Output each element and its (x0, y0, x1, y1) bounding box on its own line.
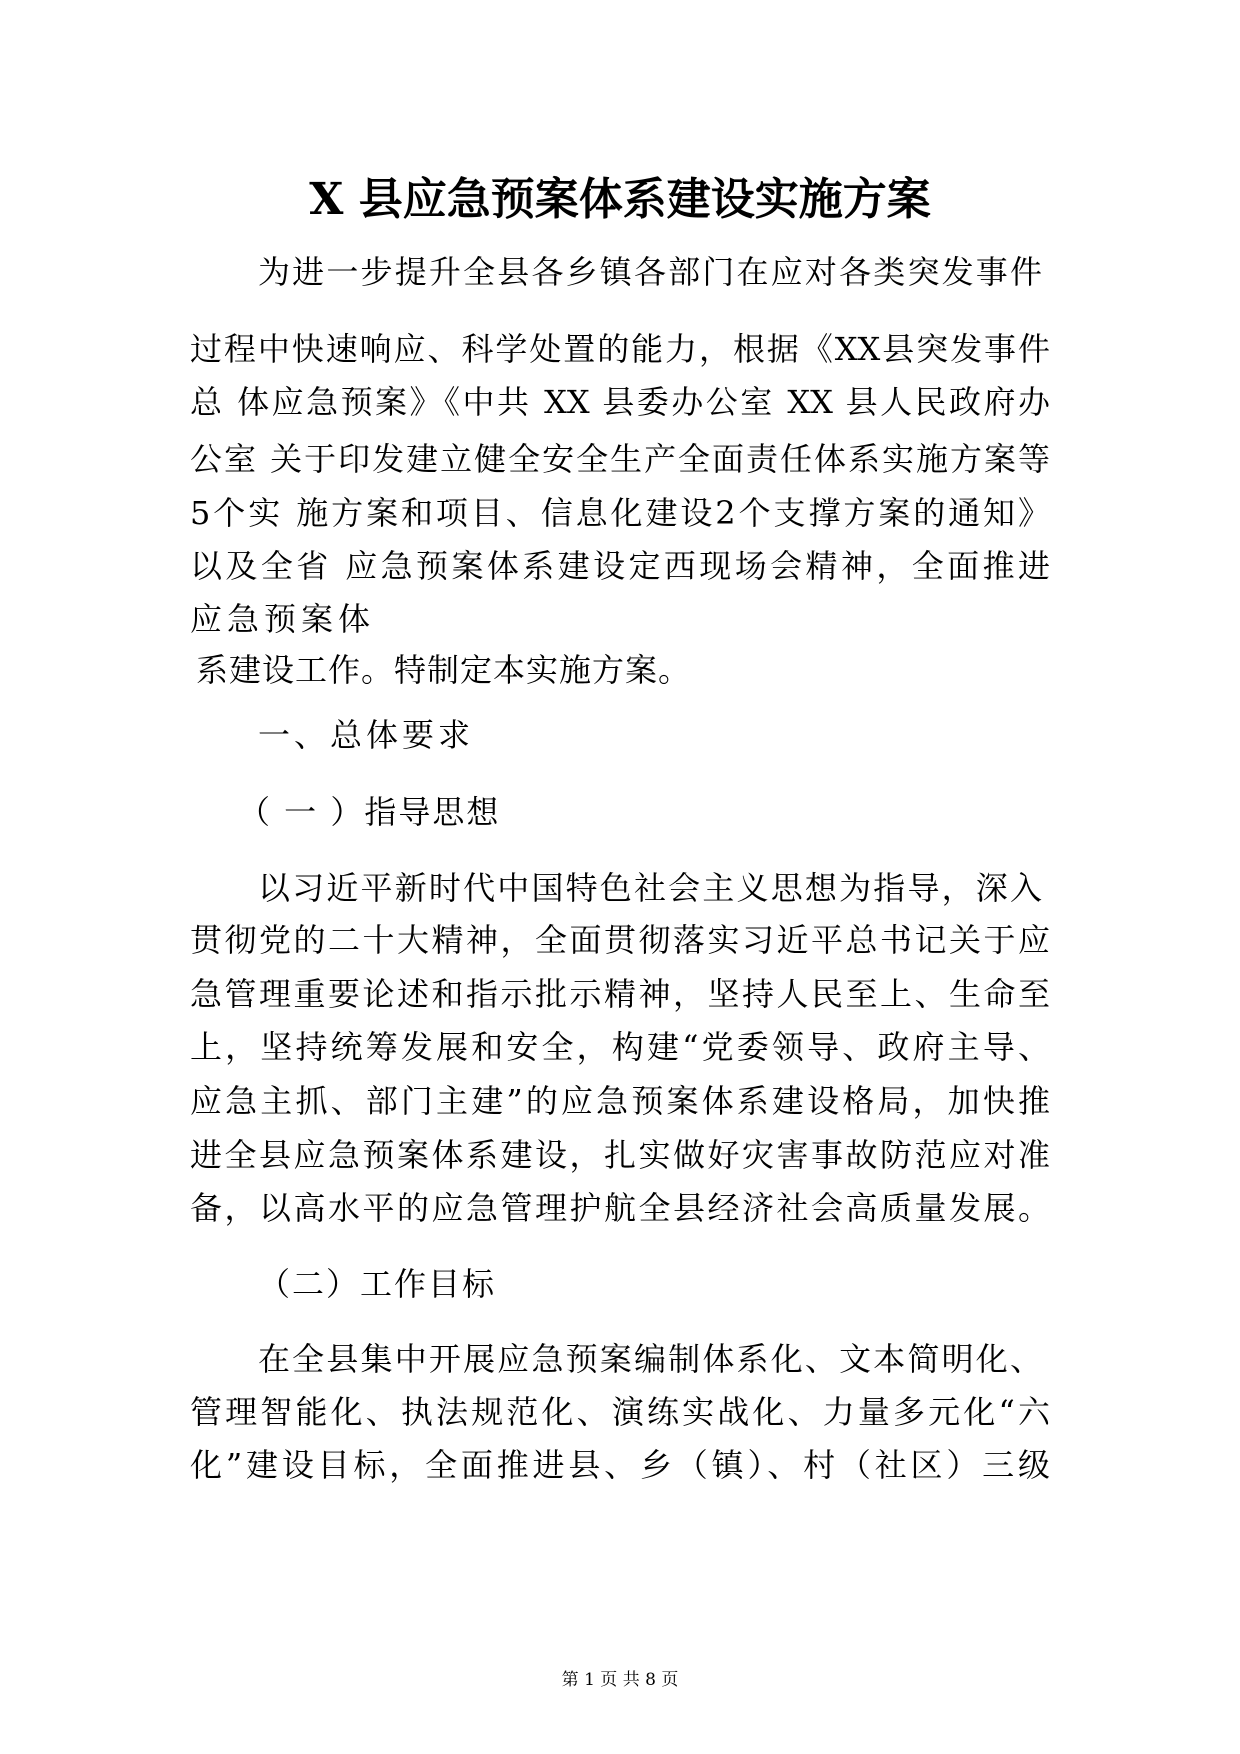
guiding-line: 备，以高水平的应急管理护航全县经济社会高质量发展。 (190, 1189, 1050, 1227)
intro-line: 公室 关于印发建立健全安全生产全面责任体系实施方案等 (190, 440, 1050, 478)
goal-line: 化”建设目标，全面推进县、乡（镇）、村（社区）三级 (190, 1446, 1050, 1484)
guiding-line: 贯彻党的二十大精神，全面贯彻落实习近平总书记关于应 (190, 921, 1050, 959)
subsection-heading: （ 一 ）指导思想 (238, 793, 501, 831)
guiding-line: 以习近平新时代中国特色社会主义思想为指导，深入 (258, 869, 1042, 907)
intro-line: 过程中快速响应、科学处置的能力，根据《XX县突发事件 (190, 330, 1050, 368)
intro-line: 系建设工作。特制定本实施方案。 (196, 651, 692, 689)
intro-line: 应急预案体 (190, 600, 376, 638)
guiding-line: 上，坚持统筹发展和安全，构建“党委领导、政府主导、 (190, 1028, 1050, 1066)
page-number-footer: 第 1 页 共 8 页 (561, 1670, 679, 1690)
document-title: X 县应急预案体系建设实施方案 (309, 174, 931, 225)
intro-line: 为进一步提升全县各乡镇各部门在应对各类突发事件 (258, 253, 1042, 291)
guiding-line: 进全县应急预案体系建设，扎实做好灾害事故防范应对准 (190, 1136, 1050, 1174)
guiding-line: 急管理重要论述和指示批示精神，坚持人民至上、生命至 (190, 975, 1050, 1013)
intro-line: 总 体应急预案》《中共 XX 县委办公室 XX 县人民政府办 (190, 383, 1050, 421)
goal-line: 管理智能化、执法规范化、演练实战化、力量多元化“六 (190, 1393, 1050, 1431)
section-heading: 一、总体要求 (258, 716, 475, 754)
subsection-heading: （二）工作目标 (258, 1265, 497, 1303)
intro-line: 以及全省 应急预案体系建设定西现场会精神，全面推进 (190, 547, 1050, 585)
intro-line: 5个实 施方案和项目、信息化建设2个支撑方案的通知》 (190, 494, 1050, 532)
goal-line: 在全县集中开展应急预案编制体系化、文本简明化、 (258, 1340, 1042, 1378)
guiding-line: 应急主抓、部门主建”的应急预案体系建设格局，加快推 (190, 1082, 1050, 1120)
